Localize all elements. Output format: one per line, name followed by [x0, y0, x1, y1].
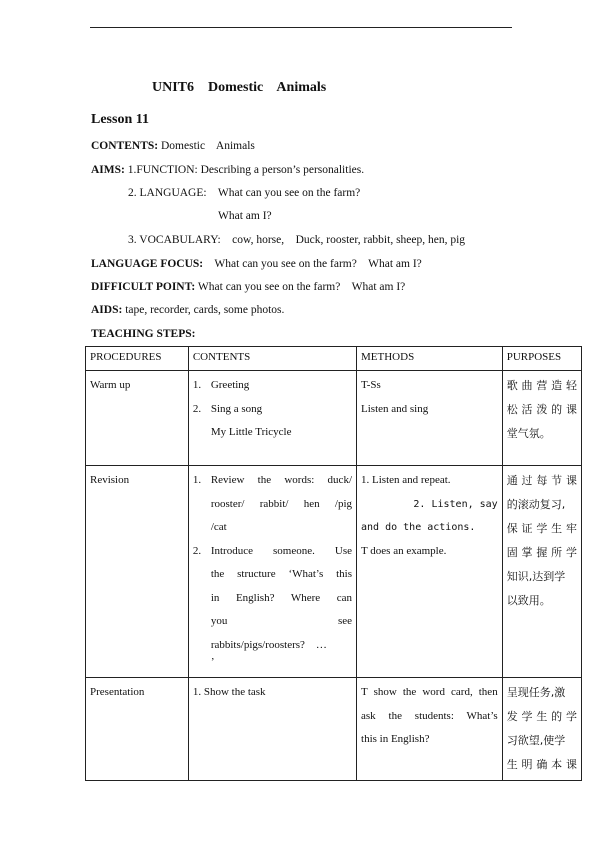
- revision-c1-l3: /cat: [210, 521, 227, 533]
- revision-purposes: [502, 466, 581, 678]
- contents-value: Domestic Animals: [158, 140, 255, 152]
- revision-c2-l4: [193, 610, 352, 634]
- presentation-purpose-4: 生明确本课: [506, 758, 577, 771]
- table-row-revision: [86, 466, 582, 678]
- teaching-steps-text: TEACHING STEPS:: [91, 328, 196, 340]
- aids-line: [91, 304, 284, 316]
- contents-line: [91, 140, 255, 152]
- aims-vocabulary: 3. VOCABULARY: cow, horse, Duck, rooster, rabbit, sheep, hen, pig: [128, 234, 466, 246]
- aims-label: AIMS:: [91, 164, 125, 176]
- warmup-content-2-text: Sing a song: [210, 402, 263, 415]
- revision-method-3: and do the actions.: [361, 522, 476, 533]
- revision-procedure: [86, 466, 189, 678]
- aids-label: AIDS:: [91, 304, 123, 316]
- presentation-contents: [188, 678, 356, 781]
- warmup-methods: [357, 371, 503, 466]
- warmup-num-1: 1.: [192, 379, 202, 391]
- revision-content-2: [193, 540, 352, 564]
- revision-num-2: 2.: [192, 544, 202, 557]
- top-rule: [90, 27, 512, 28]
- revision-purpose-3: 保证学生牢: [506, 522, 577, 535]
- presentation-procedure-text: Presentation: [90, 686, 145, 698]
- unit-title: UNIT6 Domestic Animals: [152, 80, 327, 95]
- presentation-purpose-2: 发学生的学: [506, 710, 577, 723]
- aids-value: tape, recorder, cards, some photos.: [122, 304, 285, 316]
- warmup-method-2: Listen and sing: [361, 402, 429, 415]
- warmup-content-1-text: Greeting: [210, 379, 250, 391]
- presentation-method-2: ask the students: What’s: [361, 709, 498, 722]
- warmup-method-1: T-Ss: [361, 379, 381, 391]
- warmup-purposes: [502, 371, 581, 466]
- aims-line: [91, 164, 364, 176]
- table-row-warmup: [86, 371, 582, 466]
- revision-method-4: T does an example.: [361, 544, 447, 557]
- contents-label: CONTENTS:: [91, 140, 159, 152]
- presentation-purpose-3: 习欲望,使学: [506, 734, 566, 747]
- warmup-num-2: 2.: [192, 402, 202, 415]
- header-purposes: PURPOSES: [502, 347, 581, 371]
- warmup-purpose-2: 松活泼的课: [506, 403, 577, 416]
- aims-language: 2. LANGUAGE: What can you see on the farm?: [128, 187, 361, 199]
- warmup-content-1: [193, 374, 352, 398]
- revision-purpose-5: 知识,达到学: [506, 570, 566, 583]
- presentation-methods: [357, 678, 503, 781]
- revision-c2-l6: ’: [210, 656, 215, 668]
- difficult-point-value: What can you see on the farm? What am I?: [195, 281, 406, 293]
- difficult-point-line: [91, 281, 405, 293]
- presentation-purposes: [502, 678, 581, 781]
- language-focus-value: What can you see on the farm? What am I?: [203, 258, 422, 270]
- difficult-point-label: DIFFICULT POINT:: [91, 281, 196, 293]
- revision-contents: [188, 466, 356, 678]
- revision-content-1: [193, 469, 352, 493]
- revision-c2-l5: rabbits/pigs/roosters? …: [210, 638, 327, 651]
- language-focus-label: LANGUAGE FOCUS:: [91, 258, 204, 270]
- warmup-purpose-1: 歌曲营造轻: [506, 379, 577, 392]
- aims-function: 1.FUNCTION: Describing a person’s personalities.: [124, 164, 365, 176]
- presentation-purpose-1: 呈现任务,激: [506, 686, 566, 699]
- teaching-steps-label: [91, 328, 195, 340]
- revision-purpose-6: 以致用。: [506, 594, 551, 607]
- revision-procedure-text: Revision: [90, 474, 130, 486]
- header-procedures: PROCEDURES: [86, 347, 189, 371]
- revision-c1-l1: Review the words: duck/: [210, 474, 353, 486]
- warmup-content-3: My Little Tricycle: [210, 426, 292, 438]
- revision-method-1: 1. Listen and repeat.: [361, 474, 451, 486]
- revision-c1-l2: rooster/ rabbit/ hen /pig: [210, 497, 353, 510]
- lesson-title: Lesson 11: [91, 112, 149, 127]
- header-contents: CONTENTS: [188, 347, 356, 371]
- revision-purpose-2: 的滚动复习,: [506, 498, 566, 511]
- revision-c2-l3: in English? Where can: [210, 591, 353, 604]
- header-methods: METHODS: [357, 347, 503, 371]
- table-header-row: [86, 347, 582, 371]
- table-row-presentation: [86, 678, 582, 781]
- warmup-purpose-3: 堂气氛。: [506, 427, 551, 440]
- revision-method-2: 2. Listen, say: [413, 498, 498, 510]
- aims-language-2: What am I?: [218, 210, 272, 222]
- warmup-procedure-text: Warm up: [90, 379, 131, 391]
- warmup-contents: [188, 371, 356, 466]
- teaching-steps-table: [85, 346, 582, 781]
- revision-methods: [357, 466, 503, 678]
- revision-purpose-1: 通过每节课: [506, 474, 577, 487]
- presentation-method-3: this in English?: [361, 733, 430, 745]
- presentation-procedure: [86, 678, 189, 781]
- presentation-method-1: T show the word card, then: [361, 686, 498, 698]
- warmup-content-2: [193, 398, 352, 422]
- revision-purpose-4: 固掌握所学: [506, 546, 577, 559]
- revision-c2-l4b: see: [337, 615, 353, 627]
- revision-num-1: 1.: [192, 474, 202, 486]
- revision-c2-l2: the structure ‘What’s this: [210, 568, 353, 580]
- presentation-content-1: 1. Show the task: [192, 686, 266, 698]
- revision-c2-l4a: you: [210, 615, 228, 627]
- revision-c2-l1: Introduce someone. Use: [210, 544, 353, 557]
- warmup-procedure: [86, 371, 189, 466]
- language-focus-line: [91, 258, 422, 270]
